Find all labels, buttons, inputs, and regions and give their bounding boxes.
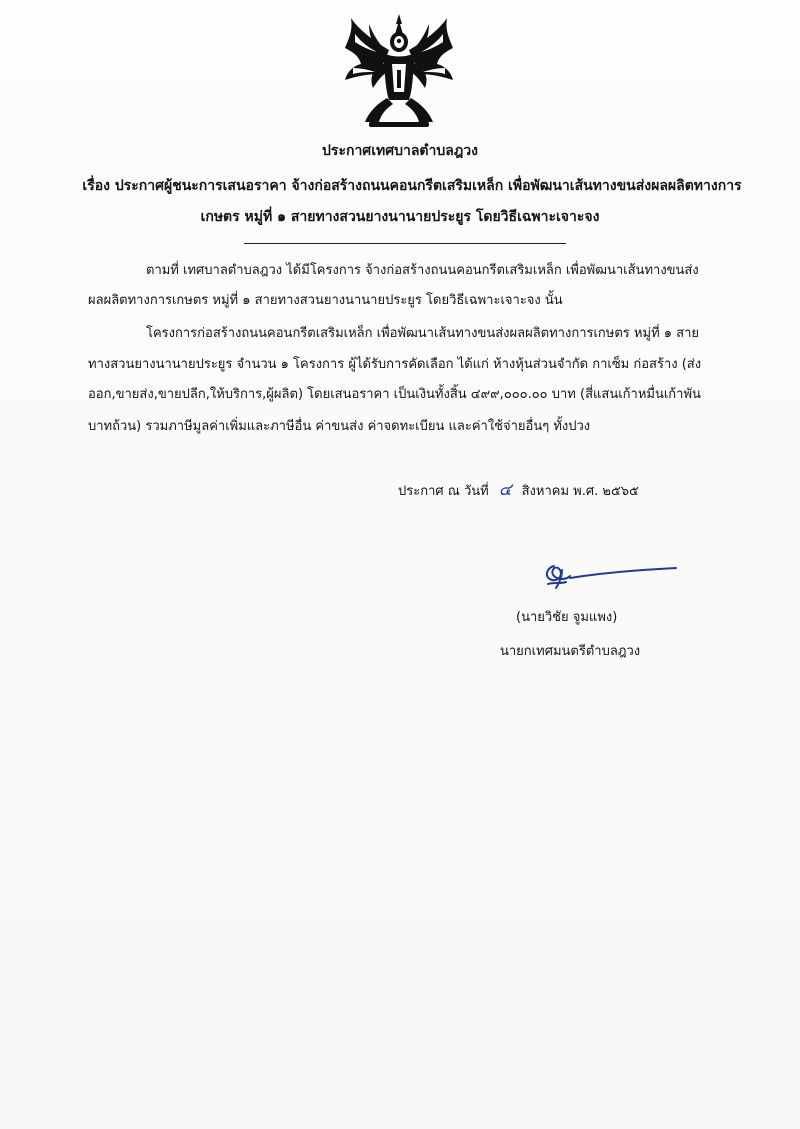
title-divider [244,243,566,244]
date-month-year: สิงหาคม พ.ศ. ๒๕๖๕ [521,484,639,499]
garuda-emblem-icon [339,12,459,130]
handwritten-signature-icon [536,560,678,594]
paragraph-2-line-2: ทางสวนยางนานายประยูร จำนวน ๑ โครงการ ผู้ได้รับการคัดเลือก ได้แก่ ห้างหุ้นส่วนจำกัด กาเซ็ม ก่อสร้าง (ส่ง [88,357,702,372]
signer-position: นายกเทศมนตรีตำบลฎวง [500,644,641,659]
paragraph-1-line-1: ตามที่ เทศบาลตำบลฎวง ได้มีโครงการ จ้างก่อสร้างถนนคอนกรีตเสริมเหล็ก เพื่อพัฒนาเส้นทางขนส่ง [146,263,699,278]
paragraph-2-line-1: โครงการก่อสร้างถนนคอนกรีตเสริมเหล็ก เพื่อพัฒนาเส้นทางขนส่งผลผลิตทางการเกษตร หมู่ที่ ๑ สาย [146,326,700,341]
date-day-handwritten: ๔ [498,480,512,500]
subject-line-1: เรื่อง ประกาศผู้ชนะการเสนอราคา จ้างก่อสร้างถนนคอนกรีตเสริมเหล็ก เพื่อพัฒนาเส้นทางขนส่งผลผลิตทางการ [82,178,742,194]
paragraph-2-line-4: บาทถ้วน) รวมภาษีมูลค่าเพิ่มและภาษีอื่น ค่าขนส่ง ค่าจดทะเบียน และค่าใช้จ่ายอื่นๆ ทั้งปวง [88,419,591,434]
paragraph-2-line-3: ออก,ขายส่ง,ขายปลีก,ให้บริการ,ผู้ผลิต) โดยเสนอราคา เป็นเงินทั้งสิ้น ๔๙๙,๐๐๐.๐๐ บาท (สี่แสนเก้าหมื่นเก้าพัน [88,387,701,402]
date-prefix: ประกาศ ณ วันที่ [398,484,489,499]
paragraph-1-line-2: ผลผลิตทางการเกษตร หมู่ที่ ๑ สายทางสวนยางนานายประยูร โดยวิธีเฉพาะเจาะจง นั้น [88,293,563,308]
subject-line-2: เกษตร หมู่ที่ ๑ สายทางสวนยางนานายประยูร โดยวิธีเฉพาะเจาะจง [200,209,600,225]
announcement-date [398,476,639,503]
signer-name: (นายวิชัย จูมแพง) [516,610,618,625]
document-title: ประกาศเทศบาลตำบลฎวง [322,143,478,159]
